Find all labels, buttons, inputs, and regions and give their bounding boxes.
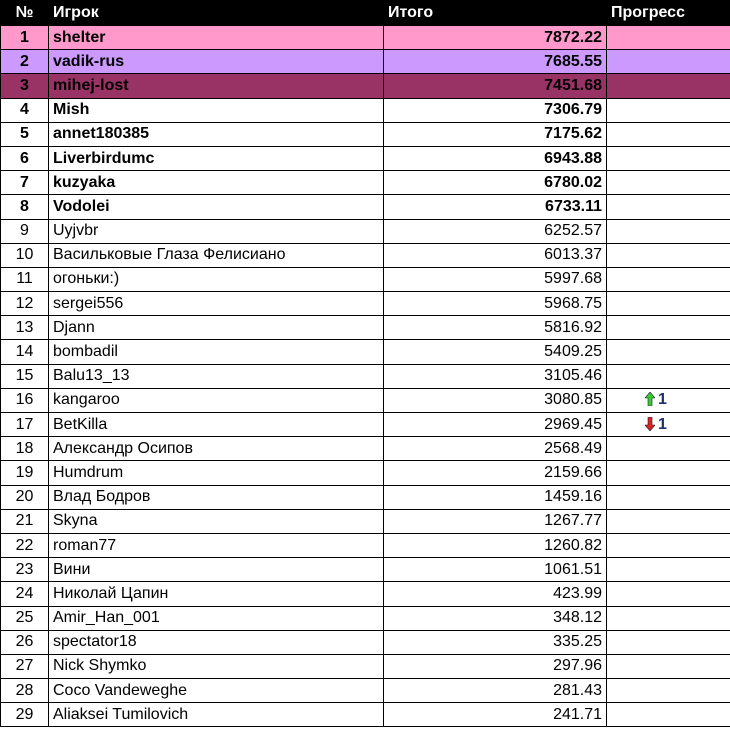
rank-cell: 20 — [1, 485, 49, 509]
total-cell: 1061.51 — [384, 558, 607, 582]
progress-cell — [607, 509, 730, 533]
progress-cell — [607, 437, 730, 461]
total-cell: 5816.92 — [384, 316, 607, 340]
progress-cell — [607, 388, 730, 412]
total-cell: 423.99 — [384, 582, 607, 606]
progress-cell — [607, 485, 730, 509]
progress-cell — [607, 98, 730, 122]
table-row — [1, 146, 730, 170]
total-cell: 281.43 — [384, 679, 607, 703]
player-cell: Skyna — [49, 509, 384, 533]
total-cell: 7451.68 — [384, 74, 607, 98]
player-cell: annet180385 — [49, 122, 384, 146]
table-row — [1, 558, 730, 582]
rank-cell: 9 — [1, 219, 49, 243]
rank-cell: 4 — [1, 98, 49, 122]
rank-cell: 3 — [1, 74, 49, 98]
progress-cell — [607, 606, 730, 630]
progress-cell — [607, 267, 730, 291]
arrow-up-icon — [645, 392, 655, 406]
player-cell: Aliaksei Tumilovich — [49, 703, 384, 727]
rank-cell: 1 — [1, 26, 49, 50]
player-cell: sergei556 — [49, 292, 384, 316]
table-row — [1, 26, 730, 50]
header-player: Игрок — [49, 1, 384, 26]
player-cell: Djann — [49, 316, 384, 340]
player-cell: shelter — [49, 26, 384, 50]
table-row — [1, 582, 730, 606]
table-row — [1, 533, 730, 557]
rank-cell: 24 — [1, 582, 49, 606]
player-cell: Николай Цапин — [49, 582, 384, 606]
player-cell: Liverbirdumc — [49, 146, 384, 170]
rank-cell: 10 — [1, 243, 49, 267]
total-cell: 7685.55 — [384, 50, 607, 74]
total-cell: 1267.77 — [384, 509, 607, 533]
player-cell: kangaroo — [49, 388, 384, 412]
progress-cell — [607, 292, 730, 316]
progress-cell — [607, 146, 730, 170]
progress-cell — [607, 50, 730, 74]
progress-cell — [607, 243, 730, 267]
progress-cell — [607, 558, 730, 582]
table-row — [1, 122, 730, 146]
rank-cell: 14 — [1, 340, 49, 364]
rank-cell: 23 — [1, 558, 49, 582]
player-cell: огоньки:) — [49, 267, 384, 291]
rank-cell: 27 — [1, 654, 49, 678]
progress-cell — [607, 74, 730, 98]
progress-cell — [607, 171, 730, 195]
progress-cell — [607, 654, 730, 678]
rank-cell: 22 — [1, 533, 49, 557]
total-cell: 5968.75 — [384, 292, 607, 316]
table-row — [1, 74, 730, 98]
progress-cell — [607, 195, 730, 219]
rank-cell: 16 — [1, 388, 49, 412]
table-row — [1, 195, 730, 219]
progress-value: 1 — [658, 415, 667, 433]
player-cell: Mish — [49, 98, 384, 122]
rank-cell: 19 — [1, 461, 49, 485]
rank-cell: 17 — [1, 413, 49, 437]
progress-cell — [607, 26, 730, 50]
player-cell: Влад Бодров — [49, 485, 384, 509]
table-row — [1, 413, 730, 437]
total-cell: 7872.22 — [384, 26, 607, 50]
table-row — [1, 679, 730, 703]
progress-cell — [607, 582, 730, 606]
player-cell: bombadil — [49, 340, 384, 364]
table-row — [1, 364, 730, 388]
progress-value: 1 — [658, 391, 667, 409]
progress-cell — [607, 533, 730, 557]
rank-cell: 13 — [1, 316, 49, 340]
progress-cell — [607, 703, 730, 727]
rank-cell: 15 — [1, 364, 49, 388]
player-cell: Александр Осипов — [49, 437, 384, 461]
player-cell: Васильковые Глаза Фелисиано — [49, 243, 384, 267]
table-row — [1, 98, 730, 122]
player-cell: kuzyaka — [49, 171, 384, 195]
player-cell: spectator18 — [49, 630, 384, 654]
table-row — [1, 292, 730, 316]
table-row — [1, 461, 730, 485]
header-row — [1, 1, 730, 26]
arrow-down-icon — [645, 417, 655, 431]
total-cell: 7306.79 — [384, 98, 607, 122]
total-cell: 335.25 — [384, 630, 607, 654]
player-cell: mihej-lost — [49, 74, 384, 98]
player-cell: roman77 — [49, 533, 384, 557]
player-cell: Uyjvbr — [49, 219, 384, 243]
player-cell: Вини — [49, 558, 384, 582]
rank-cell: 6 — [1, 146, 49, 170]
total-cell: 241.71 — [384, 703, 607, 727]
progress-cell — [607, 679, 730, 703]
progress-cell — [607, 364, 730, 388]
progress-cell — [607, 219, 730, 243]
rank-cell: 12 — [1, 292, 49, 316]
rank-cell: 7 — [1, 171, 49, 195]
rank-cell: 11 — [1, 267, 49, 291]
player-cell: Vodolei — [49, 195, 384, 219]
total-cell: 3080.85 — [384, 388, 607, 412]
table-row — [1, 219, 730, 243]
progress-cell — [607, 122, 730, 146]
table-row — [1, 50, 730, 74]
rank-cell: 2 — [1, 50, 49, 74]
total-cell: 6780.02 — [384, 171, 607, 195]
rank-cell: 18 — [1, 437, 49, 461]
player-cell: Humdrum — [49, 461, 384, 485]
progress-cell — [607, 413, 730, 437]
progress-cell — [607, 630, 730, 654]
total-cell: 2568.49 — [384, 437, 607, 461]
total-cell: 6733.11 — [384, 195, 607, 219]
total-cell: 6943.88 — [384, 146, 607, 170]
progress-cell — [607, 461, 730, 485]
table-row — [1, 316, 730, 340]
player-cell: BetKilla — [49, 413, 384, 437]
total-cell: 3105.46 — [384, 364, 607, 388]
player-cell: Coco Vandeweghe — [49, 679, 384, 703]
player-cell: Balu13_13 — [49, 364, 384, 388]
table-row — [1, 171, 730, 195]
header-num: № — [1, 1, 49, 26]
total-cell: 1459.16 — [384, 485, 607, 509]
table-row — [1, 509, 730, 533]
table-row — [1, 340, 730, 364]
rank-cell: 26 — [1, 630, 49, 654]
rank-cell: 5 — [1, 122, 49, 146]
table-row — [1, 703, 730, 727]
header-progress: Прогресс — [607, 1, 730, 26]
progress-cell — [607, 316, 730, 340]
total-cell: 348.12 — [384, 606, 607, 630]
table-row — [1, 267, 730, 291]
table-row — [1, 654, 730, 678]
total-cell: 5997.68 — [384, 267, 607, 291]
rank-cell: 29 — [1, 703, 49, 727]
total-cell: 7175.62 — [384, 122, 607, 146]
rank-cell: 25 — [1, 606, 49, 630]
table-row — [1, 388, 730, 412]
total-cell: 1260.82 — [384, 533, 607, 557]
table-row — [1, 437, 730, 461]
table-row — [1, 606, 730, 630]
player-cell: Nick Shymko — [49, 654, 384, 678]
table-row — [1, 243, 730, 267]
total-cell: 2969.45 — [384, 413, 607, 437]
player-cell: vadik-rus — [49, 50, 384, 74]
progress-cell — [607, 340, 730, 364]
rank-cell: 21 — [1, 509, 49, 533]
rank-cell: 8 — [1, 195, 49, 219]
player-cell: Amir_Han_001 — [49, 606, 384, 630]
total-cell: 5409.25 — [384, 340, 607, 364]
table-row — [1, 630, 730, 654]
total-cell: 6013.37 — [384, 243, 607, 267]
total-cell: 2159.66 — [384, 461, 607, 485]
rank-cell: 28 — [1, 679, 49, 703]
total-cell: 6252.57 — [384, 219, 607, 243]
table-row — [1, 485, 730, 509]
total-cell: 297.96 — [384, 654, 607, 678]
header-total: Итого — [384, 1, 607, 26]
